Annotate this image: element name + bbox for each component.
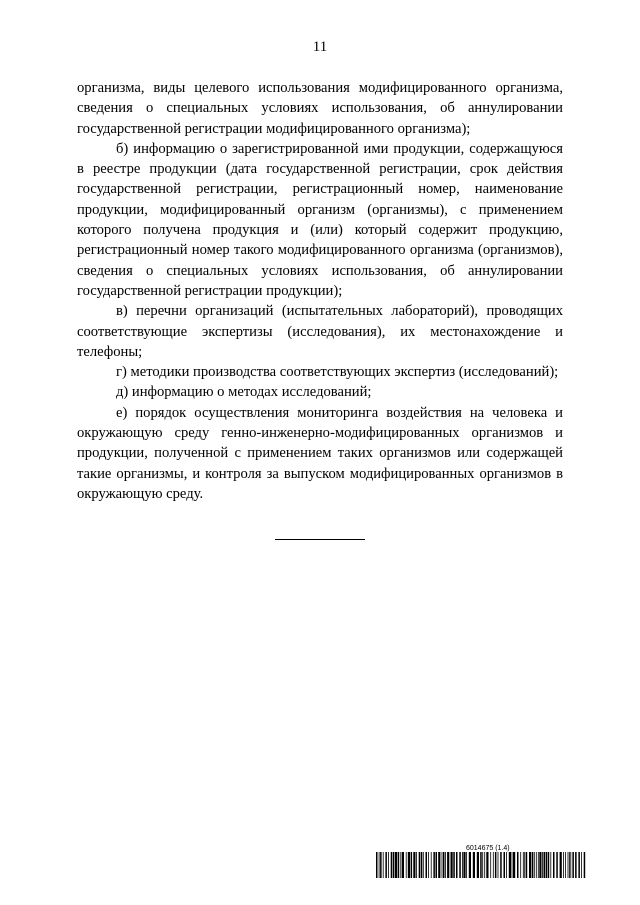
barcode-bar xyxy=(498,852,499,878)
barcode-bar xyxy=(550,852,551,878)
barcode-bar xyxy=(526,852,528,878)
barcode-bar xyxy=(546,852,548,878)
barcode-bar xyxy=(379,852,380,878)
barcode-bar xyxy=(462,852,463,878)
barcode-bar xyxy=(411,852,413,878)
barcode-bar xyxy=(548,852,550,878)
barcode-bar xyxy=(388,852,389,878)
paragraph-item-g: г) методики производства соответствующих экспертиз (исследований); xyxy=(116,364,559,381)
barcode-bar xyxy=(484,852,485,878)
barcode-bar xyxy=(500,852,502,878)
barcode-bar xyxy=(480,852,482,878)
end-separator-line xyxy=(275,539,365,540)
barcode-bar xyxy=(553,852,555,878)
paragraph-item-b: б) информацию о зарегистрированной ими продукции, содержащуюся в реестре продукции (дата государственной регистрации, срок действия государственной регистрации, регистрационный номер, наименование продукции, модифицированный организм (организмы), с применением которого получена продукция и (или) который содержит продукцию, регистрационный номер такого модифицированного организма (организмов), сведения о специальных условиях использования, об аннулировании государственной регистрации продукции); xyxy=(77,140,563,299)
barcode-bar xyxy=(568,852,569,878)
barcode-bar xyxy=(513,852,515,878)
barcode-bar xyxy=(443,852,445,878)
barcode-bar xyxy=(482,852,483,878)
barcode-bar xyxy=(428,852,429,878)
barcode-bar xyxy=(402,852,404,878)
barcode-bar xyxy=(421,852,423,878)
barcode-bar xyxy=(395,852,397,878)
barcode-bar xyxy=(534,852,535,878)
barcode-bar xyxy=(380,852,382,878)
barcode-bar xyxy=(431,852,432,878)
barcode-bar xyxy=(385,852,387,878)
barcode-bar xyxy=(477,852,479,878)
barcode-bar xyxy=(398,852,400,878)
barcode-bar xyxy=(445,852,446,878)
barcode-bar xyxy=(453,852,455,878)
barcode-bar xyxy=(572,852,574,878)
barcode-bar xyxy=(393,852,395,878)
barcode-bar xyxy=(584,852,586,878)
barcode-bar xyxy=(423,852,424,878)
barcode-bar xyxy=(517,852,519,878)
barcode-bar xyxy=(383,852,384,878)
barcode-bar xyxy=(426,852,428,878)
barcode-bar xyxy=(536,852,537,878)
barcode-bar xyxy=(569,852,570,878)
barcode-bar xyxy=(542,852,543,878)
paragraph-item-d: д) информацию о методах исследований; xyxy=(116,384,372,401)
barcode-bar xyxy=(473,852,475,878)
barcode-icon xyxy=(376,852,586,878)
barcode-bar xyxy=(575,852,577,878)
barcode-bar xyxy=(538,852,539,878)
barcode-bar xyxy=(451,852,453,878)
barcode-bar xyxy=(539,852,541,878)
barcode-bar xyxy=(556,852,558,878)
paragraph-continuation: организма, виды целевого использования модифицированного организма, сведения о специальных условиях использования, об аннулировании государственной регистрации модифицированного организма); xyxy=(77,80,563,137)
barcode-bar xyxy=(436,852,438,878)
barcode-bar xyxy=(400,852,401,878)
barcode-bar xyxy=(512,852,513,878)
page-number: 11 xyxy=(312,39,328,55)
barcode-bar xyxy=(570,852,571,878)
barcode-bar xyxy=(490,852,491,878)
barcode-bar xyxy=(391,852,393,878)
barcode-bar xyxy=(447,852,449,878)
barcode-bar xyxy=(565,852,566,878)
barcode-bar xyxy=(509,852,511,878)
barcode-bar xyxy=(416,852,417,878)
barcode-bar xyxy=(442,852,443,878)
barcode-bar xyxy=(506,852,507,878)
barcode-bar xyxy=(581,852,582,878)
barcode-bar xyxy=(486,852,488,878)
barcode-bar xyxy=(466,852,467,878)
barcode-bar xyxy=(433,852,435,878)
barcode-bar xyxy=(438,852,440,878)
barcode-bar xyxy=(504,852,506,878)
barcode-bar xyxy=(529,852,531,878)
barcode-bar xyxy=(524,852,525,878)
paragraph-item-v: в) перечни организаций (испытательных лабораторий), проводящих соответствующие экспертизы (исследования), их местонахождение и телефоны; xyxy=(77,303,563,360)
barcode-bar xyxy=(406,852,407,878)
barcode-bar xyxy=(463,852,465,878)
barcode-bar xyxy=(419,852,421,878)
barcode-bar xyxy=(523,852,524,878)
paragraph-item-e: е) порядок осуществления мониторинга воздействия на человека и окружающую среду генно-инженерно-модифицированных организмов и продукции, полученной с применением таких организмов или содержащей такие организмы, и контроля за выпуском модифицированных организмов в окружающую среду. xyxy=(77,404,563,502)
barcode-bar xyxy=(563,852,564,878)
document-body xyxy=(77,78,563,504)
document-code: 6014675 (1.4) xyxy=(466,845,510,852)
barcode-bar xyxy=(459,852,461,878)
barcode-bar xyxy=(456,852,458,878)
barcode-bar xyxy=(532,852,534,878)
barcode-bar xyxy=(413,852,415,878)
barcode-bar xyxy=(376,852,378,878)
barcode-bar xyxy=(520,852,521,878)
barcode-bar xyxy=(578,852,580,878)
barcode-bar xyxy=(493,852,494,878)
barcode-bar xyxy=(544,852,546,878)
barcode-bar xyxy=(469,852,471,878)
barcode-bar xyxy=(408,852,410,878)
barcode-bar xyxy=(495,852,497,878)
barcode-bar xyxy=(560,852,562,878)
